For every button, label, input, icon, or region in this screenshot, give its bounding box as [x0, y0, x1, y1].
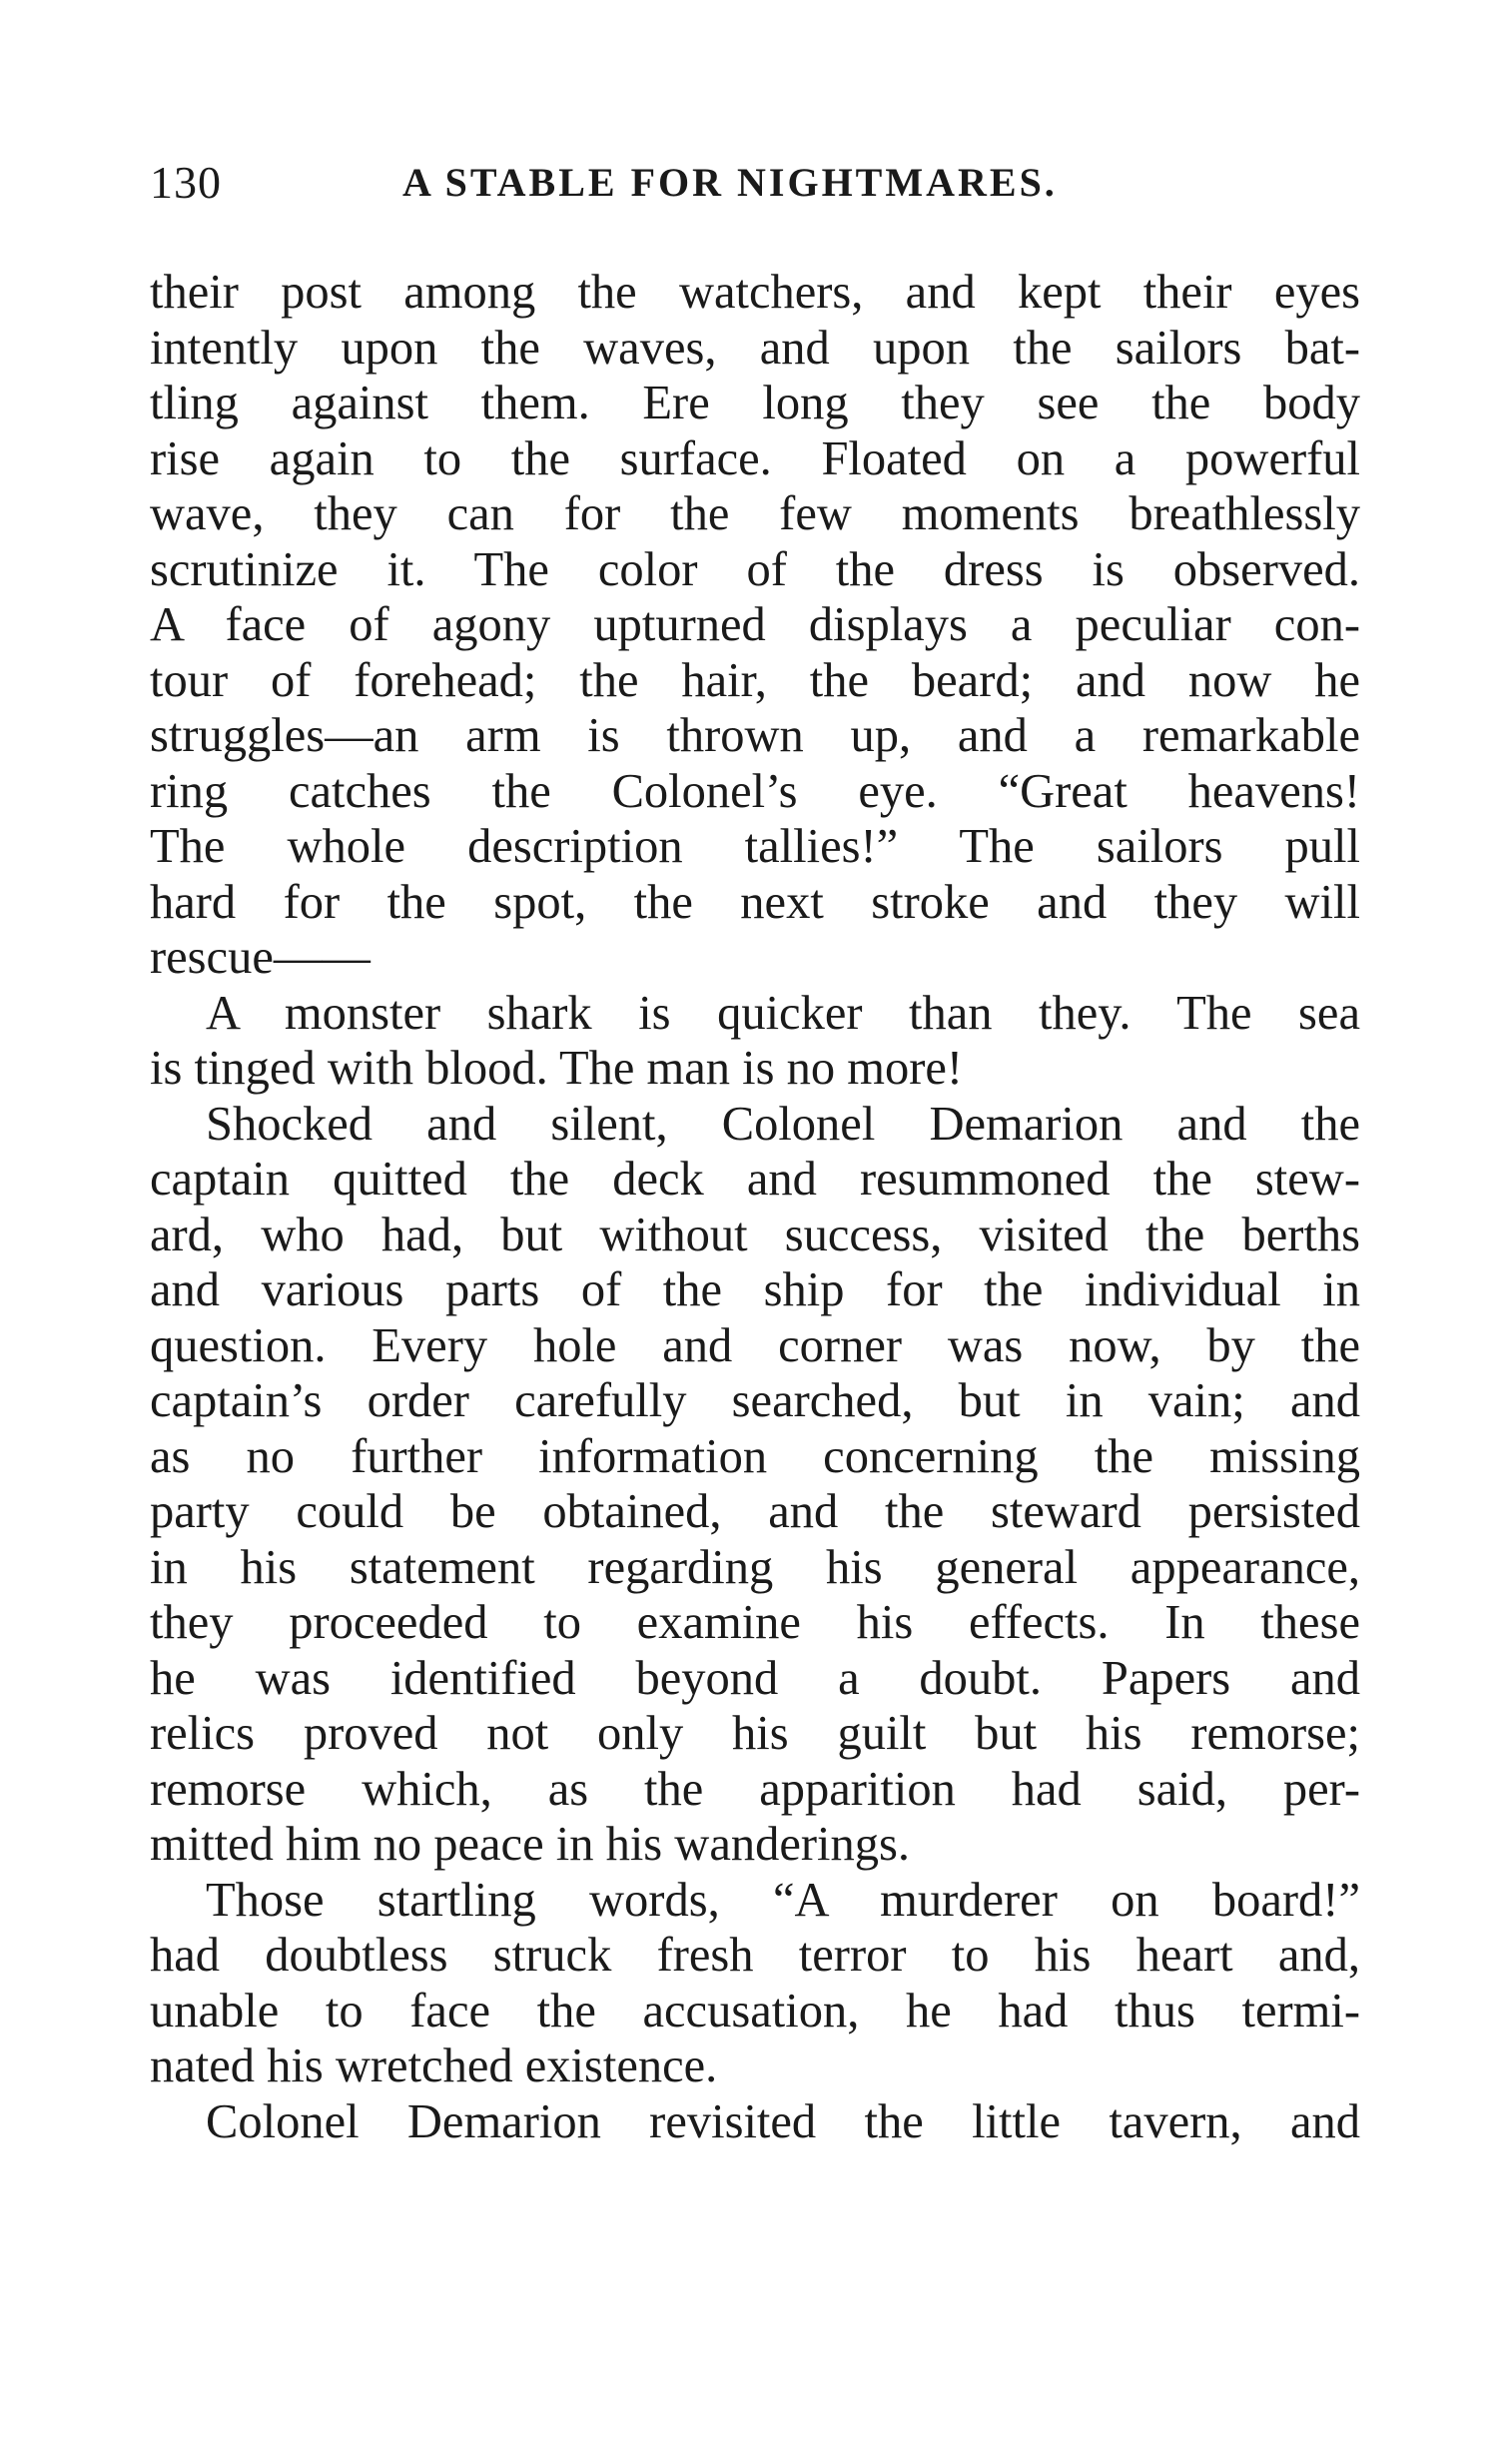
text-line: nated his wretched existence.: [150, 2040, 718, 2092]
text-line: relics proved not only his guilt but his remorse;: [150, 1707, 1360, 1760]
text-line: tling against them. Ere long they see the body: [150, 377, 1360, 429]
text-line: is tinged with blood. The man is no more!: [150, 1042, 964, 1095]
text-line: wave, they can for the few moments breathlessly: [150, 487, 1360, 540]
text-line: remorse which, as the apparition had said, per-: [150, 1762, 1360, 1816]
running-head: [150, 148, 1358, 218]
text-line: had doubtless struck fresh terror to his heart and,: [150, 1929, 1360, 1982]
text-line: in his statement regarding his general appearance,: [150, 1540, 1360, 1594]
text-line: question. Every hole and corner was now, by the: [150, 1318, 1360, 1372]
text-line: mitted him no peace in his wanderings.: [150, 1818, 911, 1871]
text-line: and various parts of the ship for the individual in: [150, 1263, 1360, 1316]
text-line: captain quitted the deck and resummoned the stew-: [150, 1153, 1360, 1206]
text-line: Those startling words, “A murderer on board!”: [206, 1873, 1360, 1927]
text-line: rescue——: [150, 931, 371, 984]
text-line: ring catches the Colonel’s eye. “Great heavens!: [150, 764, 1360, 818]
text-line: unable to face the accusation, he had thus termi-: [150, 1984, 1360, 2038]
text-line: tour of forehead; the hair, the beard; and now he: [150, 653, 1360, 707]
text-line: intently upon the waves, and upon the sailors bat-: [150, 321, 1360, 375]
text-line: A monster shark is quicker than they. The sea: [206, 986, 1360, 1040]
text-line: ard, who had, but without success, visited the berths: [150, 1208, 1360, 1261]
text-line: struggles—an arm is thrown up, and a remarkable: [150, 709, 1360, 762]
text-line: rise again to the surface. Floated on a powerful: [150, 431, 1360, 485]
text-line: he was identified beyond a doubt. Papers and: [150, 1651, 1360, 1705]
text-line: as no further information concerning the missing: [150, 1429, 1360, 1483]
text-line: they proceeded to examine his effects. In these: [150, 1596, 1360, 1649]
page-number: 130: [150, 157, 222, 208]
text-line: A face of agony upturned displays a peculiar con-: [150, 598, 1360, 651]
text-line: their post among the watchers, and kept their eyes: [150, 266, 1360, 319]
text-line: scrutinize it. The color of the dress is observed.: [150, 542, 1360, 596]
text-line: Shocked and silent, Colonel Demarion and the: [206, 1097, 1360, 1151]
text-line: captain’s order carefully searched, but in vain; and: [150, 1374, 1360, 1427]
running-title: A STABLE FOR NIGHTMARES.: [402, 160, 1058, 205]
text-line: Colonel Demarion revisited the little tavern, and: [206, 2094, 1360, 2148]
body-text: [150, 265, 1360, 2149]
text-line: hard for the spot, the next stroke and they will: [150, 875, 1360, 929]
text-line: The whole description tallies!” The sailors pull: [150, 820, 1360, 873]
text-line: party could be obtained, and the steward persisted: [150, 1485, 1360, 1538]
